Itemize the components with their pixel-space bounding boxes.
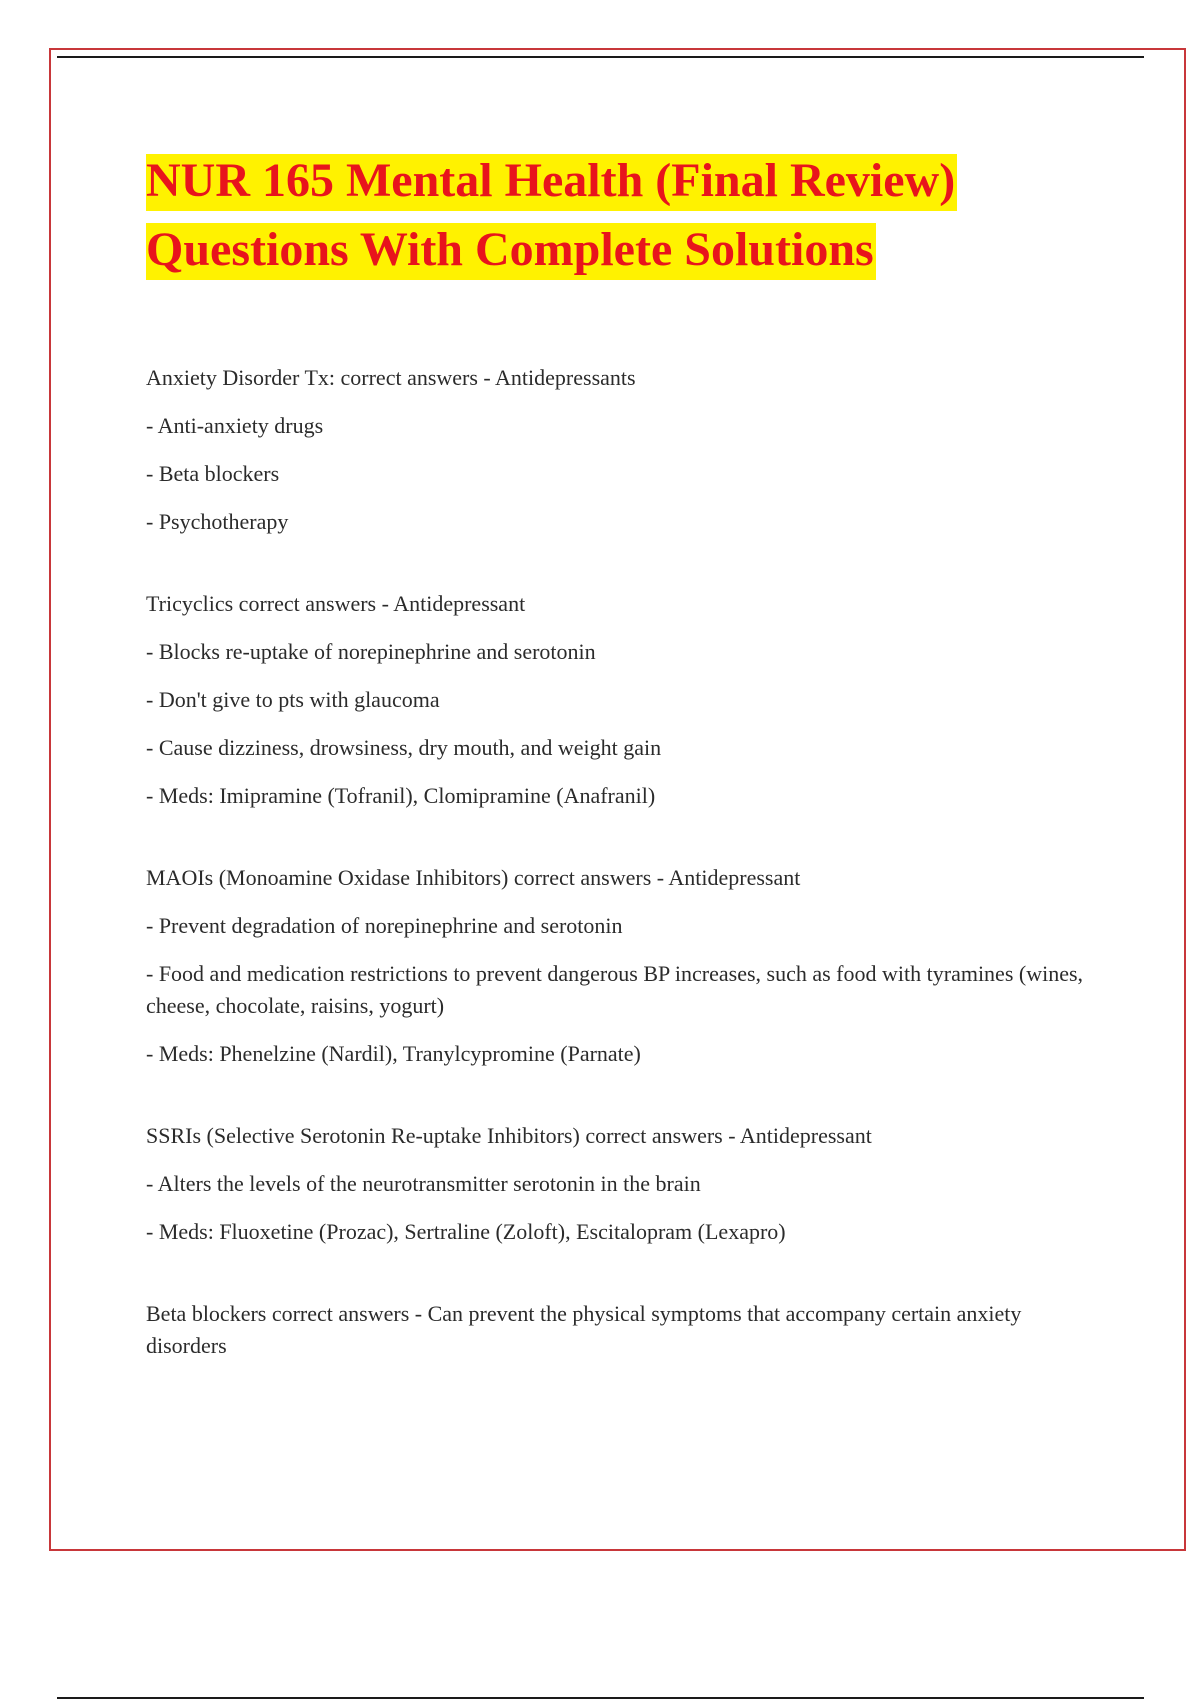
- qa-line: - Don't give to pts with glaucoma: [146, 687, 440, 712]
- qa-line: - Alters the levels of the neurotransmitter serotonin in the brain: [146, 1171, 701, 1196]
- qa-line: SSRIs (Selective Serotonin Re-uptake Inhibitors) correct answers - Antidepressant: [146, 1123, 872, 1148]
- qa-section-anxiety-tx: [146, 362, 1096, 538]
- qa-line: Beta blockers correct answers - Can prevent the physical symptoms that accompany certain anxiety disorders: [146, 1301, 1022, 1358]
- qa-line: - Meds: Phenelzine (Nardil), Tranylcypromine (Parnate): [146, 1041, 641, 1066]
- qa-line: - Meds: Fluoxetine (Prozac), Sertraline (Zoloft), Escitalopram (Lexapro): [146, 1219, 786, 1244]
- qa-line: Anxiety Disorder Tx: correct answers - Antidepressants: [146, 365, 636, 390]
- qa-line: - Food and medication restrictions to prevent dangerous BP increases, such as food with tyramines (wines, cheese, chocolate, raisins, yogurt): [146, 961, 1084, 1018]
- qa-line: - Prevent degradation of norepinephrine and serotonin: [146, 913, 623, 938]
- title-line-1: NUR 165 Mental Health (Final Review): [146, 154, 957, 211]
- qa-section-maois: [146, 862, 1096, 1070]
- document-content: [146, 146, 1096, 1412]
- qa-line: - Meds: Imipramine (Tofranil), Clomipramine (Anafranil): [146, 783, 656, 808]
- qa-line: - Beta blockers: [146, 461, 280, 486]
- top-rule: [57, 56, 1144, 58]
- qa-line: - Anti-anxiety drugs: [146, 413, 324, 438]
- bottom-rule: [57, 1697, 1144, 1699]
- document-title: [146, 146, 1096, 284]
- title-line-2: Questions With Complete Solutions: [146, 223, 876, 280]
- qa-section-beta-blockers: [146, 1298, 1096, 1362]
- qa-line: Tricyclics correct answers - Antidepressant: [146, 591, 526, 616]
- qa-section-ssris: [146, 1120, 1096, 1248]
- qa-line: - Psychotherapy: [146, 509, 289, 534]
- qa-line: MAOIs (Monoamine Oxidase Inhibitors) correct answers - Antidepressant: [146, 865, 801, 890]
- qa-line: - Cause dizziness, drowsiness, dry mouth, and weight gain: [146, 735, 662, 760]
- qa-section-tricyclics: [146, 588, 1096, 812]
- qa-line: - Blocks re-uptake of norepinephrine and serotonin: [146, 639, 596, 664]
